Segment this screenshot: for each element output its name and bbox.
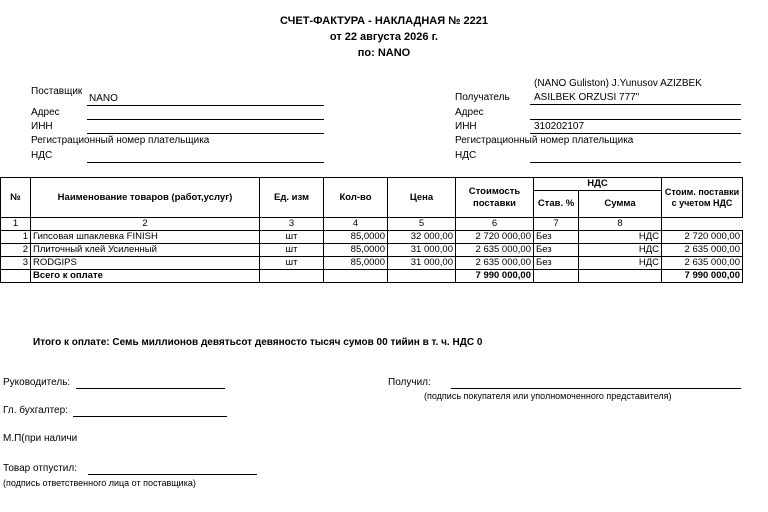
header-nds-sum: Сумма [579, 191, 662, 218]
accountant-signature-line [73, 416, 227, 417]
col-number: 2 [31, 218, 260, 231]
recipient-value-line1: (NANO Guliston) J.Yunusov AZIZBEK [534, 78, 702, 89]
released-label: Товар отпустил: [3, 463, 77, 474]
header-cost: Стоимость поставки [456, 178, 534, 218]
col-number: 7 [534, 218, 579, 231]
row-unit: шт [260, 231, 324, 244]
recipient-nds-label: НДС [455, 150, 477, 161]
supplier-address-label: Адрес [31, 107, 60, 118]
col-number: 6 [456, 218, 534, 231]
total-row [1, 270, 743, 283]
stamp-label: М.П(при наличи [3, 433, 78, 444]
col-number: 4 [324, 218, 388, 231]
accountant-label: Гл. бухгалтер: [3, 405, 68, 416]
row-qty: 85,0000 [324, 257, 388, 270]
row-total: 2 635 000,00 [662, 244, 743, 257]
row-unit: шт [260, 257, 324, 270]
supplier-inn-label: ИНН [31, 121, 53, 132]
row-cost: 2 635 000,00 [456, 257, 534, 270]
col-number: 1 [1, 218, 31, 231]
header-nds-rate: Став. % [534, 191, 579, 218]
director-signature-line [76, 388, 225, 389]
supplier-nds-underline [87, 162, 324, 163]
director-label: Руководитель: [3, 377, 71, 388]
row-name: Гипсовая шпаклевка FINISH [31, 231, 260, 244]
recipient-label: Получатель [455, 92, 510, 103]
supplier-value: NANO [89, 93, 118, 104]
header-unit: Ед. изм [260, 178, 324, 218]
table-row [1, 231, 743, 244]
row-unit: шт [260, 244, 324, 257]
header-name: Наименование товаров (работ,услуг) [31, 178, 260, 218]
header-num: № [1, 178, 31, 218]
row-total: 2 635 000,00 [662, 257, 743, 270]
row-cost: 2 720 000,00 [456, 231, 534, 244]
row-num: 2 [1, 244, 31, 257]
recipient-reg-label: Регистрационный номер плательщика [455, 135, 634, 146]
recipient-inn-value: 310202107 [534, 121, 585, 132]
row-name: RODGIPS [31, 257, 260, 270]
supplier-label: Поставщик [31, 86, 83, 97]
recipient-value-line2: ASILBEK ORZUSI 777" [534, 92, 640, 103]
total-label: Всего к оплате [31, 270, 260, 283]
row-cost: 2 635 000,00 [456, 244, 534, 257]
recipient-nds-underline [530, 162, 741, 163]
row-nds-sum: НДС [579, 231, 662, 244]
recipient-underline [530, 104, 741, 105]
released-signature-line [88, 474, 257, 475]
recipient-address-underline [530, 119, 741, 120]
released-note: (подпись ответственного лица от поставщика) [3, 478, 196, 488]
receiver-note: (подпись покупателя или уполномоченного представителя) [424, 391, 672, 401]
document-date: от 22 августа 2026 г. [329, 31, 439, 43]
supplier-nds-label: НДС [31, 150, 53, 161]
table-row [1, 244, 743, 257]
supplier-address-underline [87, 119, 324, 120]
row-name: Плиточный клей Усиленный [31, 244, 260, 257]
col-number: 8 [579, 218, 662, 231]
row-num: 1 [1, 231, 31, 244]
row-price: 31 000,00 [388, 244, 456, 257]
col-number: 3 [260, 218, 324, 231]
total-cost: 7 990 000,00 [456, 270, 534, 283]
header-total: Стоим. поставки с учетом НДС [662, 178, 743, 218]
row-qty: 85,0000 [324, 231, 388, 244]
recipient-inn-underline [530, 133, 741, 134]
column-numbers-row [1, 218, 743, 231]
receiver-label: Получил: [388, 377, 431, 388]
row-nds-rate: Без [534, 244, 579, 257]
row-total: 2 720 000,00 [662, 231, 743, 244]
summary-text: Итого к оплате: Семь миллионов девятьсот девяносто тысяч сумов 00 тийин в т. ч. НДС 0 [33, 337, 483, 348]
row-nds-sum: НДС [579, 244, 662, 257]
supplier-inn-underline [87, 133, 324, 134]
row-qty: 85,0000 [324, 244, 388, 257]
table-row [1, 257, 743, 270]
recipient-inn-label: ИНН [455, 121, 477, 132]
row-num: 3 [1, 257, 31, 270]
document-title: СЧЕТ-ФАКТУРА - НАКЛАДНАЯ № 2221 [280, 15, 488, 27]
header-price: Цена [388, 178, 456, 218]
row-nds-sum: НДС [579, 257, 662, 270]
col-number: 5 [388, 218, 456, 231]
receiver-signature-line [451, 388, 741, 389]
supplier-underline [87, 105, 324, 106]
supplier-reg-label: Регистрационный номер плательщика [31, 135, 210, 146]
row-nds-rate: Без [534, 257, 579, 270]
header-qty: Кол-во [324, 178, 388, 218]
header-nds: НДС [534, 178, 662, 191]
total-with-nds: 7 990 000,00 [662, 270, 743, 283]
document-po: по: NANO [357, 47, 411, 59]
invoice-table [0, 177, 743, 283]
row-price: 31 000,00 [388, 257, 456, 270]
recipient-address-label: Адрес [455, 107, 484, 118]
row-nds-rate: Без [534, 231, 579, 244]
row-price: 32 000,00 [388, 231, 456, 244]
